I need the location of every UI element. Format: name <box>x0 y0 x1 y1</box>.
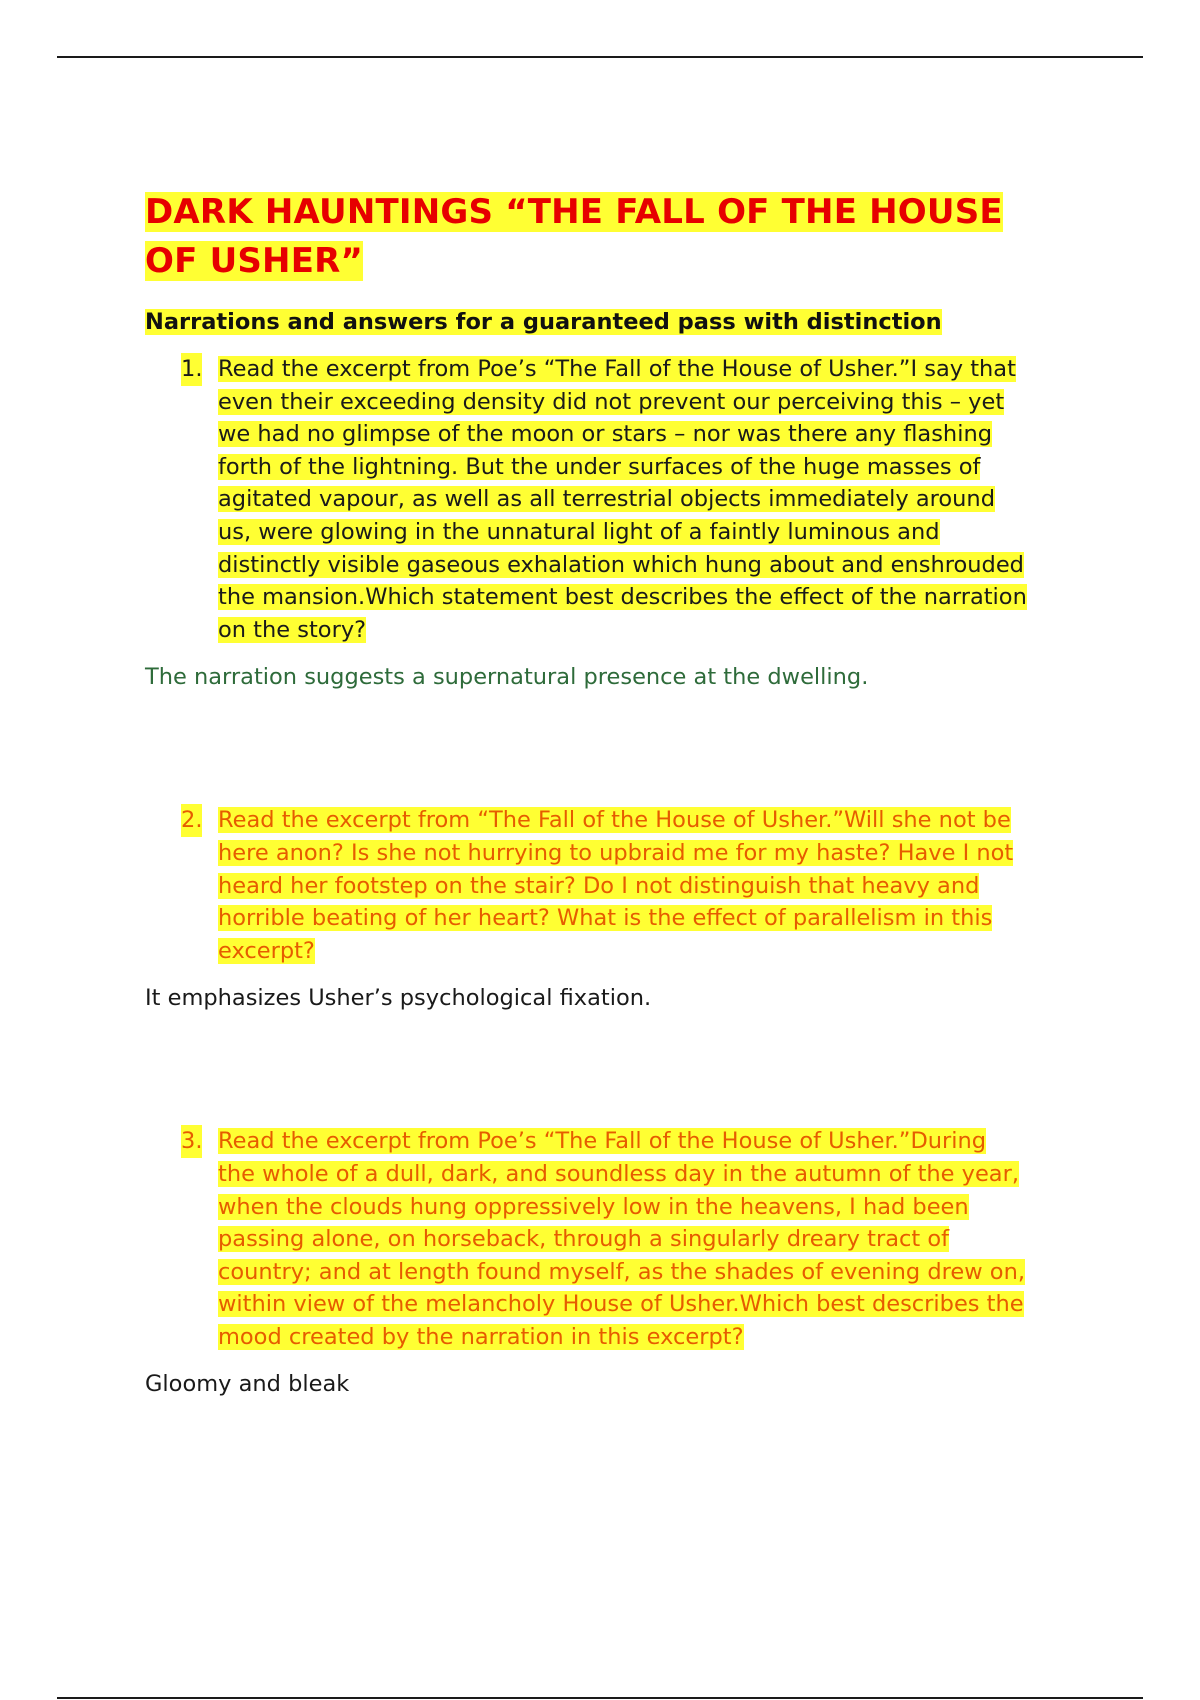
question-3 <box>181 1125 1093 1353</box>
title-line-1: DARK HAUNTINGS “THE FALL OF THE HOUSE <box>145 192 1003 232</box>
document-subtitle <box>145 306 1090 338</box>
title-line-2: OF USHER” <box>145 241 364 281</box>
question-line: us, were glowing in the unnatural light of a faintly luminous and <box>218 518 940 545</box>
document-body <box>145 188 1090 1400</box>
page-bottom-rule <box>57 1697 1143 1699</box>
question-number: 1. <box>181 353 202 386</box>
question-1 <box>181 353 1093 646</box>
question-line: Read the excerpt from Poe’s “The Fall of the House of Usher.”I say that <box>218 356 1016 382</box>
question-line: even their exceeding density did not prevent our perceiving this – yet <box>218 388 1005 415</box>
question-line: we had no glimpse of the moon or stars – nor was there any flashing <box>218 421 992 448</box>
question-line: excerpt? <box>218 937 315 964</box>
question-line: on the story? <box>218 616 367 643</box>
answer-3: Gloomy and bleak <box>145 1371 350 1398</box>
document-title <box>145 188 1090 286</box>
question-line: mood created by the narration in this excerpt? <box>218 1323 744 1350</box>
question-line: passing alone, on horseback, through a singularly dreary tract of <box>218 1226 950 1253</box>
answer-1: The narration suggests a supernatural presence at the dwelling. <box>145 664 869 691</box>
question-line: Read the excerpt from “The Fall of the House of Usher.”Will she not be <box>218 807 1011 834</box>
page-top-rule <box>57 56 1143 58</box>
question-line: the mansion.Which statement best describes the effect of the narration <box>218 584 1027 611</box>
question-line: Read the excerpt from Poe’s “The Fall of the House of Usher.”During <box>218 1128 987 1155</box>
question-line: within view of the melancholy House of Usher.Which best describes the <box>218 1291 1024 1318</box>
question-line: horrible beating of her heart? What is the effect of parallelism in this <box>218 905 993 932</box>
question-number: 2. <box>181 804 202 837</box>
question-line: heard her footstep on the stair? Do I not distinguish that heavy and <box>218 872 980 899</box>
question-number: 3. <box>181 1125 202 1158</box>
question-line: here anon? Is she not hurrying to upbraid me for my haste? Have I not <box>218 839 1014 866</box>
question-line: when the clouds hung oppressively low in the heavens, I had been <box>218 1193 969 1220</box>
question-2 <box>181 804 1093 967</box>
question-line: country; and at length found myself, as the shades of evening drew on, <box>218 1258 1025 1285</box>
question-line: the whole of a dull, dark, and soundless day in the autumn of the year, <box>218 1160 1020 1187</box>
answer-2: It emphasizes Usher’s psychological fixation. <box>145 985 652 1012</box>
question-line: distinctly visible gaseous exhalation which hung about and enshrouded <box>218 551 1024 578</box>
subtitle-text: Narrations and answers for a guaranteed pass with distinction <box>145 309 942 335</box>
question-line: agitated vapour, as well as all terrestrial objects immediately around <box>218 486 995 513</box>
question-line: forth of the lightning. But the under surfaces of the huge masses of <box>218 453 981 480</box>
